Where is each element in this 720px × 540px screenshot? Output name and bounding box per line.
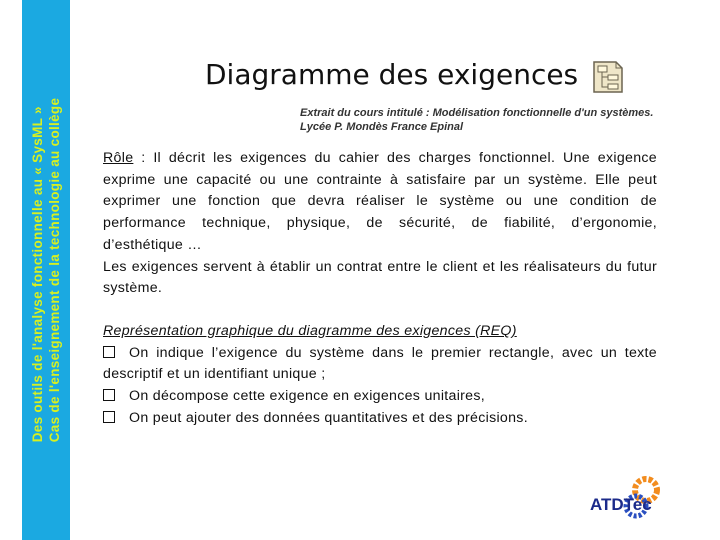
- bullet-text: On décompose cette exigence en exigences unitaires,: [129, 388, 486, 405]
- bullet-text: On peut ajouter des données quantitatives et des précisions.: [129, 409, 528, 426]
- sidebar-line-2: Cas de l'enseignement de la technologie au collège: [47, 97, 62, 443]
- role-label: Rôle: [103, 150, 134, 166]
- source-note: [300, 106, 653, 134]
- atdtec-logo: [588, 470, 668, 522]
- svg-text:ATDTec: ATDTec: [590, 495, 652, 514]
- bullet-text: On indique l’exigence du système dans le premier rectangle, avec un texte descriptif et un identifiant unique ;: [103, 344, 657, 383]
- role-text-2: Les exigences servent à établir un contrat entre le client et les réalisateurs du futur système.: [103, 258, 657, 297]
- page-title: Diagramme des exigences: [205, 58, 579, 91]
- requirement-diagram-icon: [592, 60, 624, 94]
- source-line-1: Extrait du cours intitulé : Modélisation fonctionnelle d'un systèmes.: [300, 107, 654, 119]
- checkbox-bullet-icon: [103, 389, 115, 401]
- sidebar-line-1: Des outils de l'analyse fonctionnelle au « SysML »: [30, 106, 45, 443]
- representation-section: [103, 321, 657, 430]
- bullet-item: [103, 386, 657, 408]
- bullet-item: [103, 343, 657, 386]
- sidebar-text: [29, 98, 63, 443]
- source-line-2: Lycée P. Mondès France Epinal: [300, 121, 464, 133]
- checkbox-bullet-icon: [103, 346, 115, 358]
- sidebar-band: [22, 0, 70, 540]
- checkbox-bullet-icon: [103, 411, 115, 423]
- role-paragraph: [103, 148, 657, 300]
- role-text: : Il décrit les exigences du cahier des charges fonctionnel. Une exigence exprime une capacité ou une contrainte à satisfaire par un système. Elle peut exprimer une fonction que devra réaliser le système ou une condition de performance technique, physique, de sécurité, de fiabilité, d’ergonomie, d’esthétique …: [103, 150, 657, 253]
- representation-heading: Représentation graphique du diagramme des exigences (REQ): [103, 323, 517, 339]
- bullet-item: [103, 408, 657, 430]
